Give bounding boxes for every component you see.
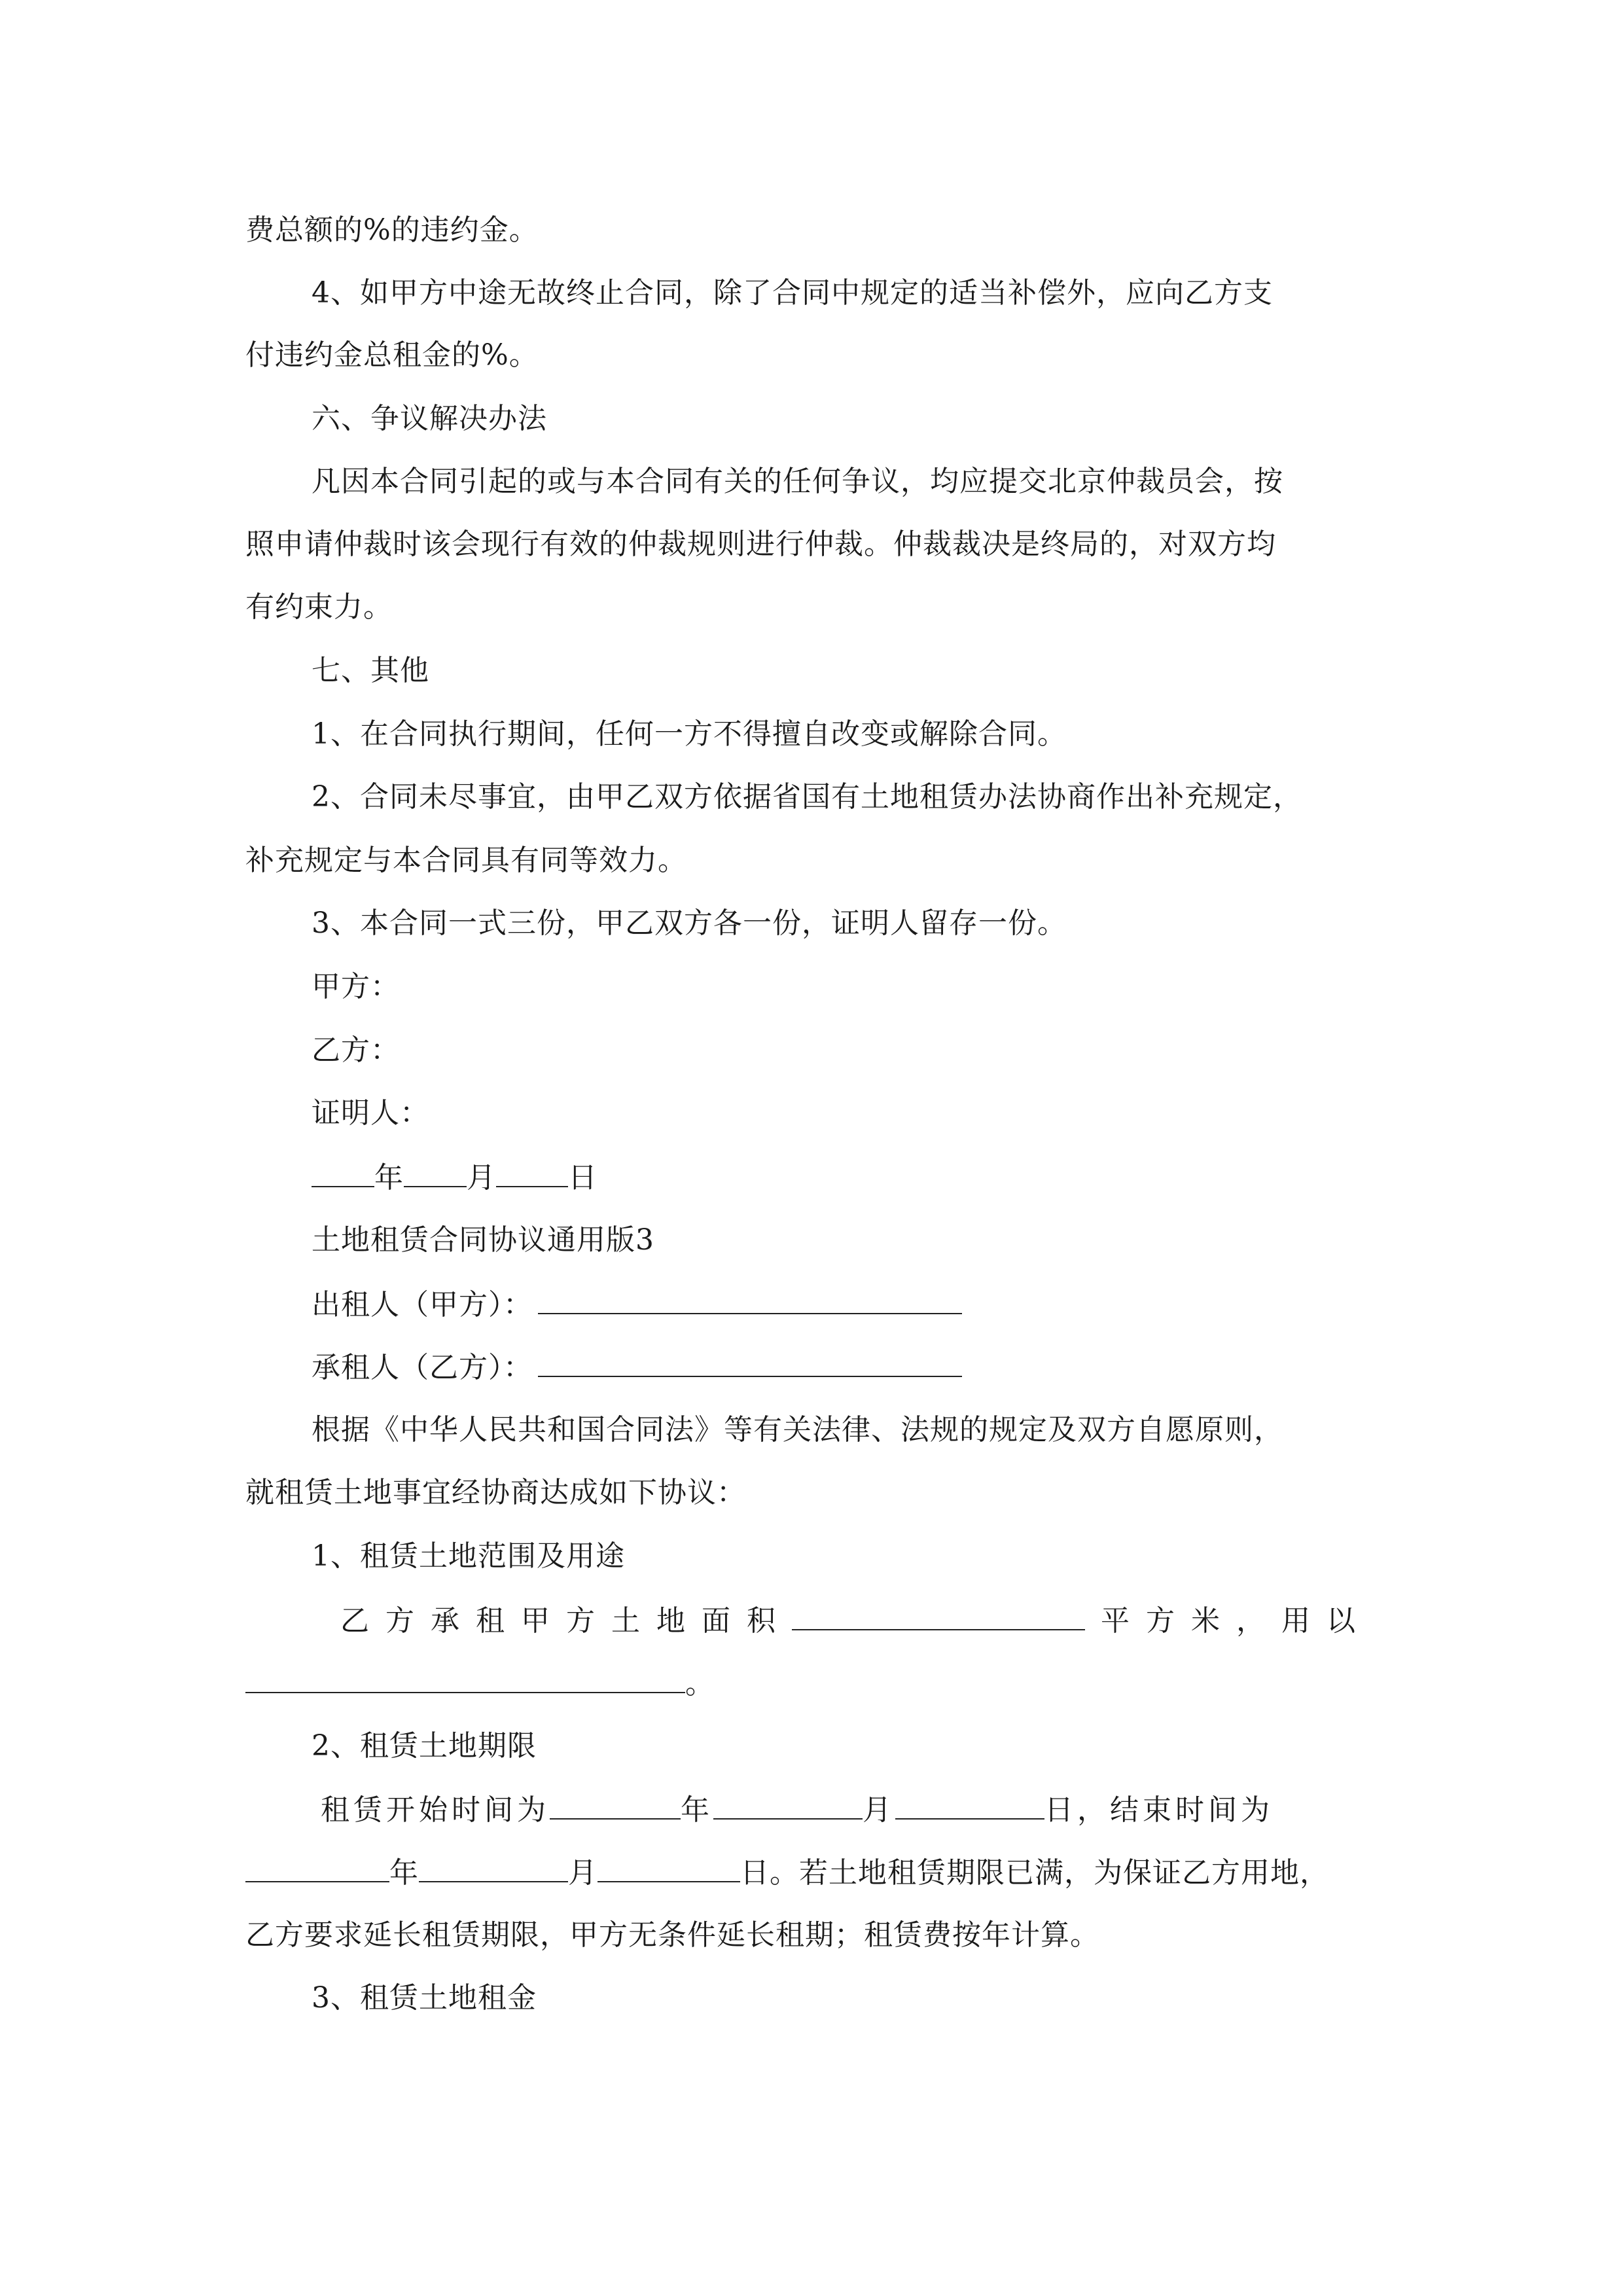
section-heading: 七、其他 [312,654,429,687]
text-line: 费总额的%的违约金。 [245,213,539,247]
text-line: 有约束力。 [245,590,393,624]
text-line: 3、本合同一式三份，甲乙双方各一份，证明人留存一份。 [312,906,1067,940]
day-label: 日 [568,1161,597,1194]
start-year-blank [550,1789,681,1820]
party-b-label: 乙方： [312,1033,400,1067]
text-line: 照申请仲裁时该会现行有效的仲裁规则进行仲裁。仲裁裁决是终局的，对双方均 [245,528,1276,561]
lessee-line [312,1347,962,1388]
section-heading: 3、租赁土地租金 [312,1981,537,2015]
preamble-line: 就租赁土地事宜经协商达成如下协议： [245,1476,746,1509]
section-heading: 1、租赁土地范围及用途 [312,1539,625,1573]
text-line: 补充规定与本合同具有同等效力。 [245,844,687,877]
text-line: 4、如甲方中途无故终止合同，除了合同中规定的适当补偿外，应向乙方支 [312,276,1273,310]
contract-title: 土地租赁合同协议通用版3 [312,1223,654,1257]
start-year-label: 年 [681,1793,713,1827]
purpose-line [245,1663,715,1704]
purpose-blank [245,1663,685,1693]
lessor-line [312,1284,962,1325]
end-year-label: 年 [389,1856,419,1890]
date-line [312,1157,597,1198]
party-a-label: 甲方： [312,970,400,1003]
end-day-text: 日。若土地租赁期限已满，为保证乙方用地， [740,1856,1329,1890]
end-month-blank [419,1852,568,1882]
year-blank [312,1157,374,1187]
end-month-label: 月 [568,1856,597,1890]
month-label: 月 [467,1161,496,1194]
start-month-blank [713,1789,863,1820]
lessee-label: 承租人（乙方）： [312,1351,533,1384]
purpose-end: 。 [685,1667,715,1700]
end-year-blank [245,1852,389,1882]
lessor-blank [538,1284,962,1314]
area-unit-text: 平方米，用以 [1101,1604,1372,1638]
text-line: 付违约金总租金的%。 [245,338,539,372]
area-blank [792,1600,1085,1630]
section-heading: 六、争议解决办法 [312,402,547,435]
term-end-label: 日，结束时间为 [1044,1793,1274,1827]
month-blank [404,1157,467,1187]
term-end-line [245,1852,1329,1893]
text-line: 1、在合同执行期间，任何一方不得擅自改变或解除合同。 [312,717,1067,751]
term-start-line [321,1789,1274,1830]
section-heading: 2、租赁土地期限 [312,1729,537,1763]
text-line: 乙方要求延长租赁期限，甲方无条件延长租期；租赁费按年计算。 [245,1918,1099,1952]
year-label: 年 [374,1161,404,1194]
text-line: 2、合同未尽事宜，由甲乙双方依据省国有土地租赁办法协商作出补充规定， [312,780,1302,814]
preamble-line: 根据《中华人民共和国合同法》等有关法律、法规的规定及双方自愿原则， [312,1413,1283,1446]
term-start-label: 租赁开始时间为 [321,1793,550,1827]
start-day-blank [895,1789,1044,1820]
start-month-label: 月 [863,1793,895,1827]
witness-label: 证明人： [312,1096,429,1130]
lessee-blank [538,1347,962,1377]
area-text: 乙方承租甲方土地面积 [340,1604,792,1638]
area-line [340,1600,1372,1641]
lessor-label: 出租人（甲方）： [312,1288,533,1321]
end-day-blank [597,1852,740,1882]
day-blank [496,1157,568,1187]
text-line: 凡因本合同引起的或与本合同有关的任何争议，均应提交北京仲裁员会，按 [312,465,1283,498]
